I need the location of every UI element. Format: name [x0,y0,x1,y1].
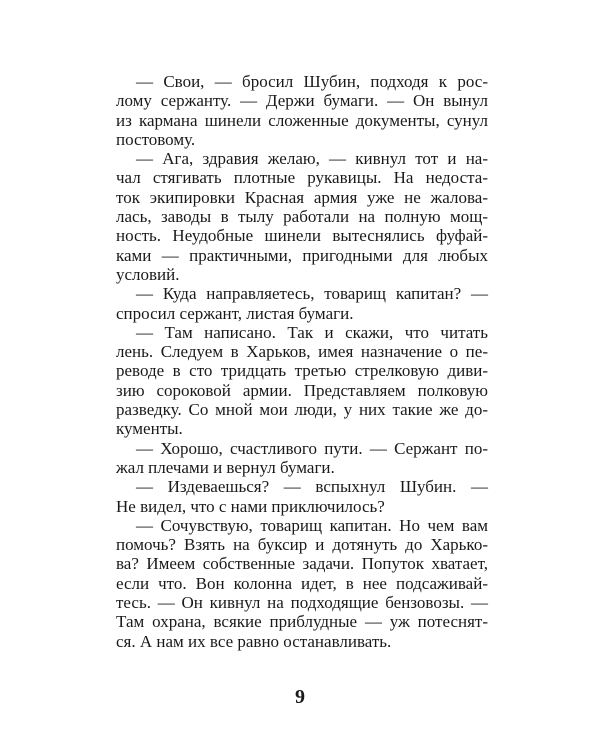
text-line: — Куда направляетесь, товарищ капитан? — [136,284,488,304]
text-line: лень. Следуем в Харьков, имея назначение о пе- [116,342,488,362]
text-line: Не видел, что с нами приключилось? [116,496,385,516]
text-line: ток экипировки Красная армия уже не жалова- [116,187,488,207]
text-line: реводе в сто тридцать третью стрелковую диви- [116,361,488,381]
text-line: тесь. — Он кивнул на подходящие бензовозы. — [116,593,488,613]
text-line: — Издеваешься? — вспыхнул Шубин. — [136,477,488,497]
text-line: ся. А нам их все равно останавливать. [116,631,392,651]
text-line: — Там написано. Так и скажи, что читать [136,322,488,342]
text-line: спросил сержант, листая бумаги. [116,303,354,323]
text-line: жал плечами и вернул бумаги. [116,457,335,477]
page-number: 9 [295,686,305,708]
text-line: помочь? Взять на буксир и дотянуть до Харько- [116,535,488,555]
text-line: зию сороковой армии. Представляем полковую [116,380,488,400]
text-line: ва? Имеем собственные задачи. Попуток хватает, [116,554,488,574]
text-line: условий. [116,264,180,284]
text-line: — Свои, — бросил Шубин, подходя к рос- [136,72,488,91]
text-line: кументы. [116,419,183,439]
text-line: — Ага, здравия желаю, — кивнул тот и на- [136,149,488,169]
text-line: ность. Неудобные шинели вытеснялись фуфай- [116,226,488,246]
text-line: лась, заводы в тылу работали на полную мощ- [116,207,488,227]
text-line: из кармана шинели сложенные документы, сунул [116,110,488,130]
text-line: Там охрана, всякие приблудные — уж потеснят- [116,612,488,632]
text-line: разведку. Со мной мои люди, у них такие же до- [116,400,488,420]
text-line: лому сержанту. — Держи бумаги. — Он вынул [116,91,488,111]
text-line: — Сочувствую, товарищ капитан. Но чем вам [136,515,488,535]
text-line: ками — практичными, пригодными для любых [116,245,488,265]
text-line: — Хорошо, счастливого пути. — Сержант по- [136,438,488,458]
text-line: постовому. [116,129,196,149]
page-body-text [116,72,488,651]
text-line: чал стягивать плотные рукавицы. На недоста- [116,168,488,188]
text-line: если что. Вон колонна идет, в нее подсаживай- [116,573,488,593]
